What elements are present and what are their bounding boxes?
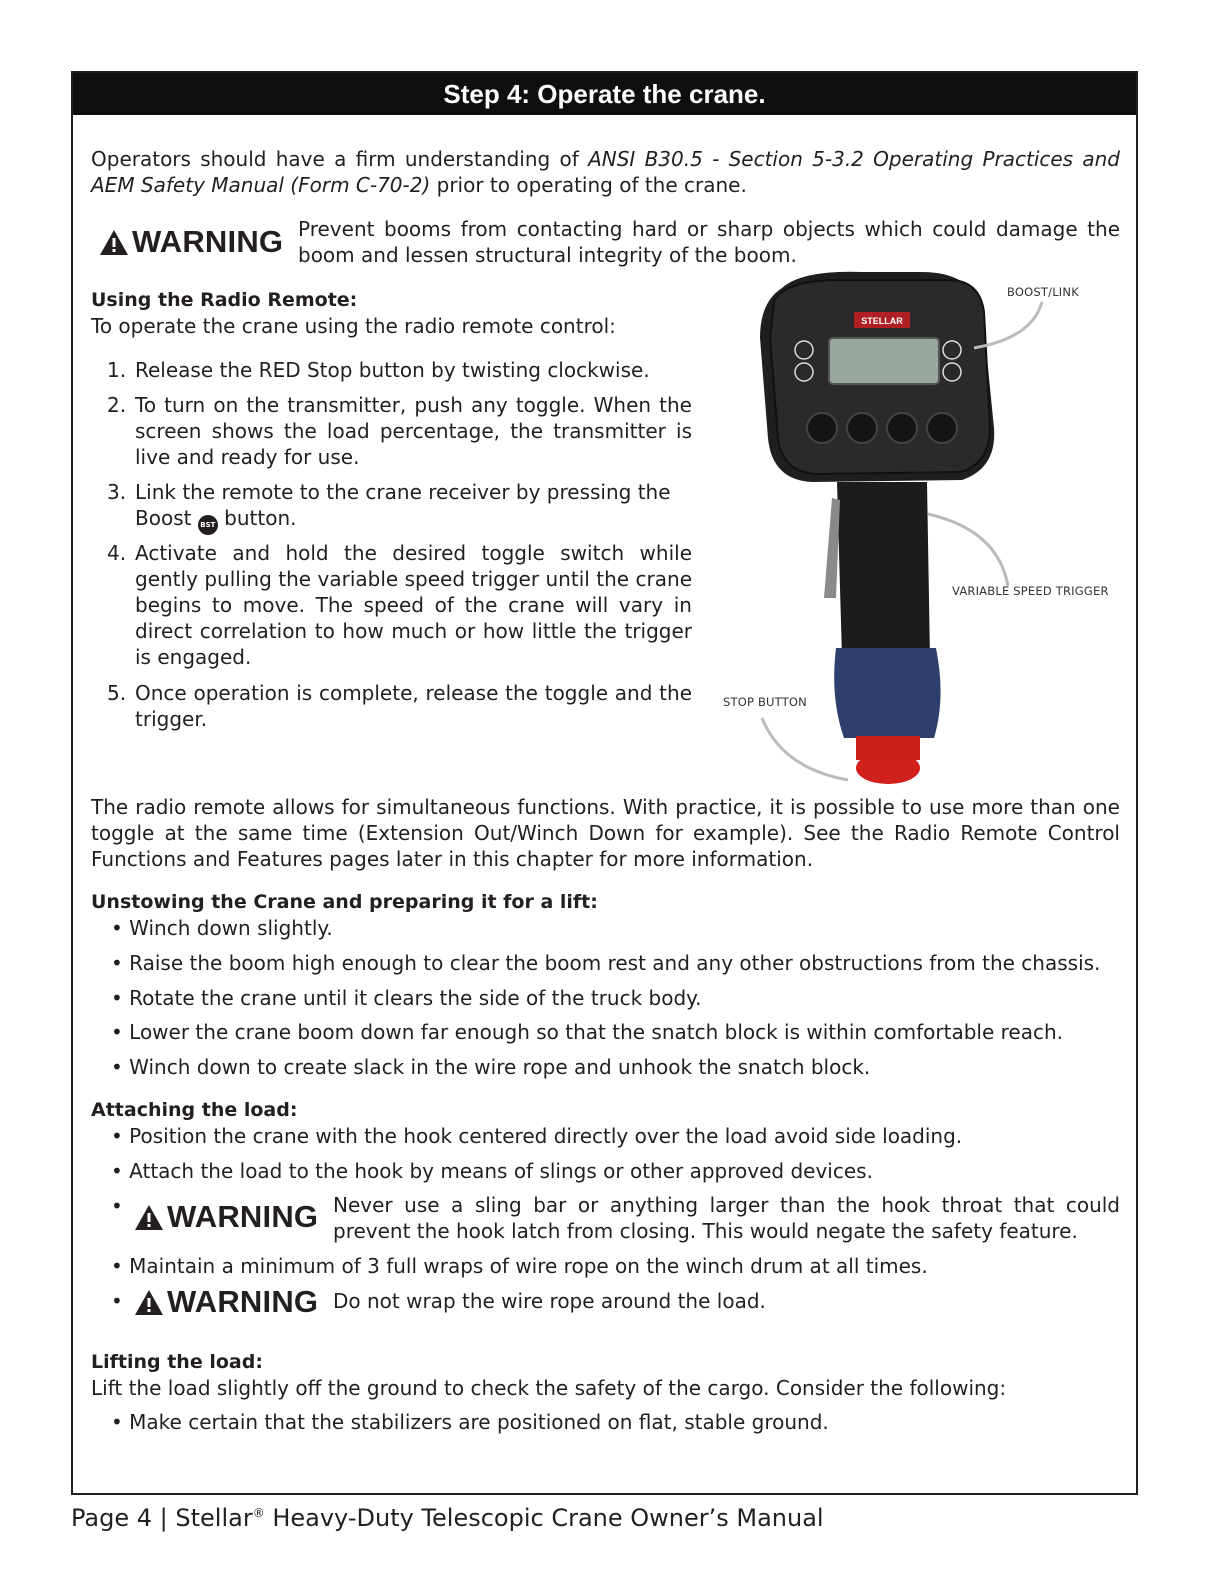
warning-label-3: WARNING	[134, 1284, 318, 1320]
warning-text-2: Never use a sling bar or anything larger than the hook throat that could prevent the hook latch from closing. This would negate the safety feature.	[333, 1193, 1120, 1243]
step-4: 4. Activate and hold the desired toggle switch while gently pulling the variable speed trigger until the crane begins to move. The speed of the crane will vary in direct correlation to how much or how little the trigger is engaged.	[107, 541, 692, 669]
unstow-bullet-3: • Rotate the crane until it clears the side of the truck body.	[111, 986, 702, 1010]
remote-base	[834, 648, 940, 738]
page-number: Page 4	[71, 1504, 152, 1532]
toggle-3	[887, 413, 917, 443]
warning-text-1: Prevent booms from contacting hard or sharp objects which could damage the boom and lessen structural integrity of the boom.	[298, 217, 1120, 267]
footer-title: Heavy-Duty Telescopic Crane Owner’s Manual	[264, 1504, 824, 1532]
attach-bullet-1: • Position the crane with the hook centered directly over the load avoid side loading.	[111, 1124, 963, 1148]
lift-heading: Lifting the load:	[91, 1351, 263, 1373]
attach-heading: Attaching the load:	[91, 1099, 298, 1121]
lcd-screen	[829, 338, 939, 384]
footer-separator: |	[159, 1504, 168, 1532]
intro-paragraph: Operators should have a firm understanding of ANSI B30.5 - Section 5-3.2 Operating Practices and AEM Safety Manual (Form C-70-2) prior to operating of the crane.	[91, 147, 1120, 197]
toggle-1	[807, 413, 837, 443]
attach-bullet-warning-2: •	[111, 1289, 123, 1313]
warning-label-1: WARNING	[99, 224, 283, 260]
boost-button-icon: BST	[198, 515, 218, 535]
attach-bullet-3: • Maintain a minimum of 3 full wraps of wire rope on the winch drum at all times.	[111, 1254, 928, 1278]
warning-label-2: WARNING	[134, 1199, 318, 1235]
step-5: 5. Once operation is complete, release the toggle and the trigger.	[107, 681, 692, 731]
page-footer: Page 4 | Stellar® Heavy-Duty Telescopic Crane Owner’s Manual	[71, 1504, 824, 1532]
trigger-callout-line	[928, 514, 1008, 586]
warning-triangle-icon	[99, 229, 129, 256]
warning-text-3: Do not wrap the wire rope around the load.	[333, 1289, 766, 1313]
unstow-bullet-5: • Winch down to create slack in the wire rope and unhook the snatch block.	[111, 1055, 871, 1079]
lift-bullet-1: • Make certain that the stabilizers are positioned on flat, stable ground.	[111, 1410, 829, 1434]
unstow-bullet-2: • Raise the boom high enough to clear the boom rest and any other obstructions from the chassis.	[111, 951, 1101, 975]
radio-heading: Using the Radio Remote:	[91, 289, 358, 311]
unstow-bullet-4: • Lower the crane boom down far enough so that the snatch block is within comfortable reach.	[111, 1020, 1064, 1044]
unstow-bullet-1: • Winch down slightly.	[111, 916, 333, 940]
stop-button-callout: STOP BUTTON	[723, 695, 807, 709]
simultaneous-paragraph: The radio remote allows for simultaneous functions. With practice, it is possible to use more than one toggle at the same time (Extension Out/Winch Down for example). See the Radio Remote Control Functions and Features pages later in this chapter for more information.	[91, 795, 1120, 871]
step-2: 2. To turn on the transmitter, push any toggle. When the screen shows the load percentage, the transmitter is live and ready for use.	[107, 393, 692, 469]
lift-lead: Lift the load slightly off the ground to check the safety of the cargo. Consider the following:	[91, 1376, 1007, 1400]
toggle-4	[927, 413, 957, 443]
brand-text: STELLAR	[861, 316, 903, 326]
radio-lead: To operate the crane using the radio remote control:	[91, 314, 616, 338]
toggle-2	[847, 413, 877, 443]
stop-callout-line	[762, 718, 848, 780]
attach-bullet-2: • Attach the load to the hook by means of slings or other approved devices.	[111, 1159, 873, 1183]
footer-brand: Stellar	[175, 1504, 253, 1532]
variable-speed-trigger	[824, 498, 840, 598]
step-1: 1. Release the RED Stop button by twisting clockwise.	[107, 358, 650, 382]
step-3: 3. Link the remote to the crane receiver by pressing the Boost BST button.	[107, 479, 692, 535]
radio-remote-image	[712, 268, 1132, 788]
trigger-callout: VARIABLE SPEED TRIGGER	[952, 584, 1109, 598]
unstow-heading: Unstowing the Crane and preparing it for a lift:	[91, 891, 598, 913]
boost-link-callout: BOOST/LINK	[1007, 285, 1079, 299]
warning-triangle-icon	[134, 1289, 164, 1316]
attach-bullet-warning: •	[111, 1194, 123, 1218]
remote-handle	[837, 482, 930, 658]
page-title: Step 4: Operate the crane.	[73, 73, 1136, 115]
warning-triangle-icon	[134, 1204, 164, 1231]
